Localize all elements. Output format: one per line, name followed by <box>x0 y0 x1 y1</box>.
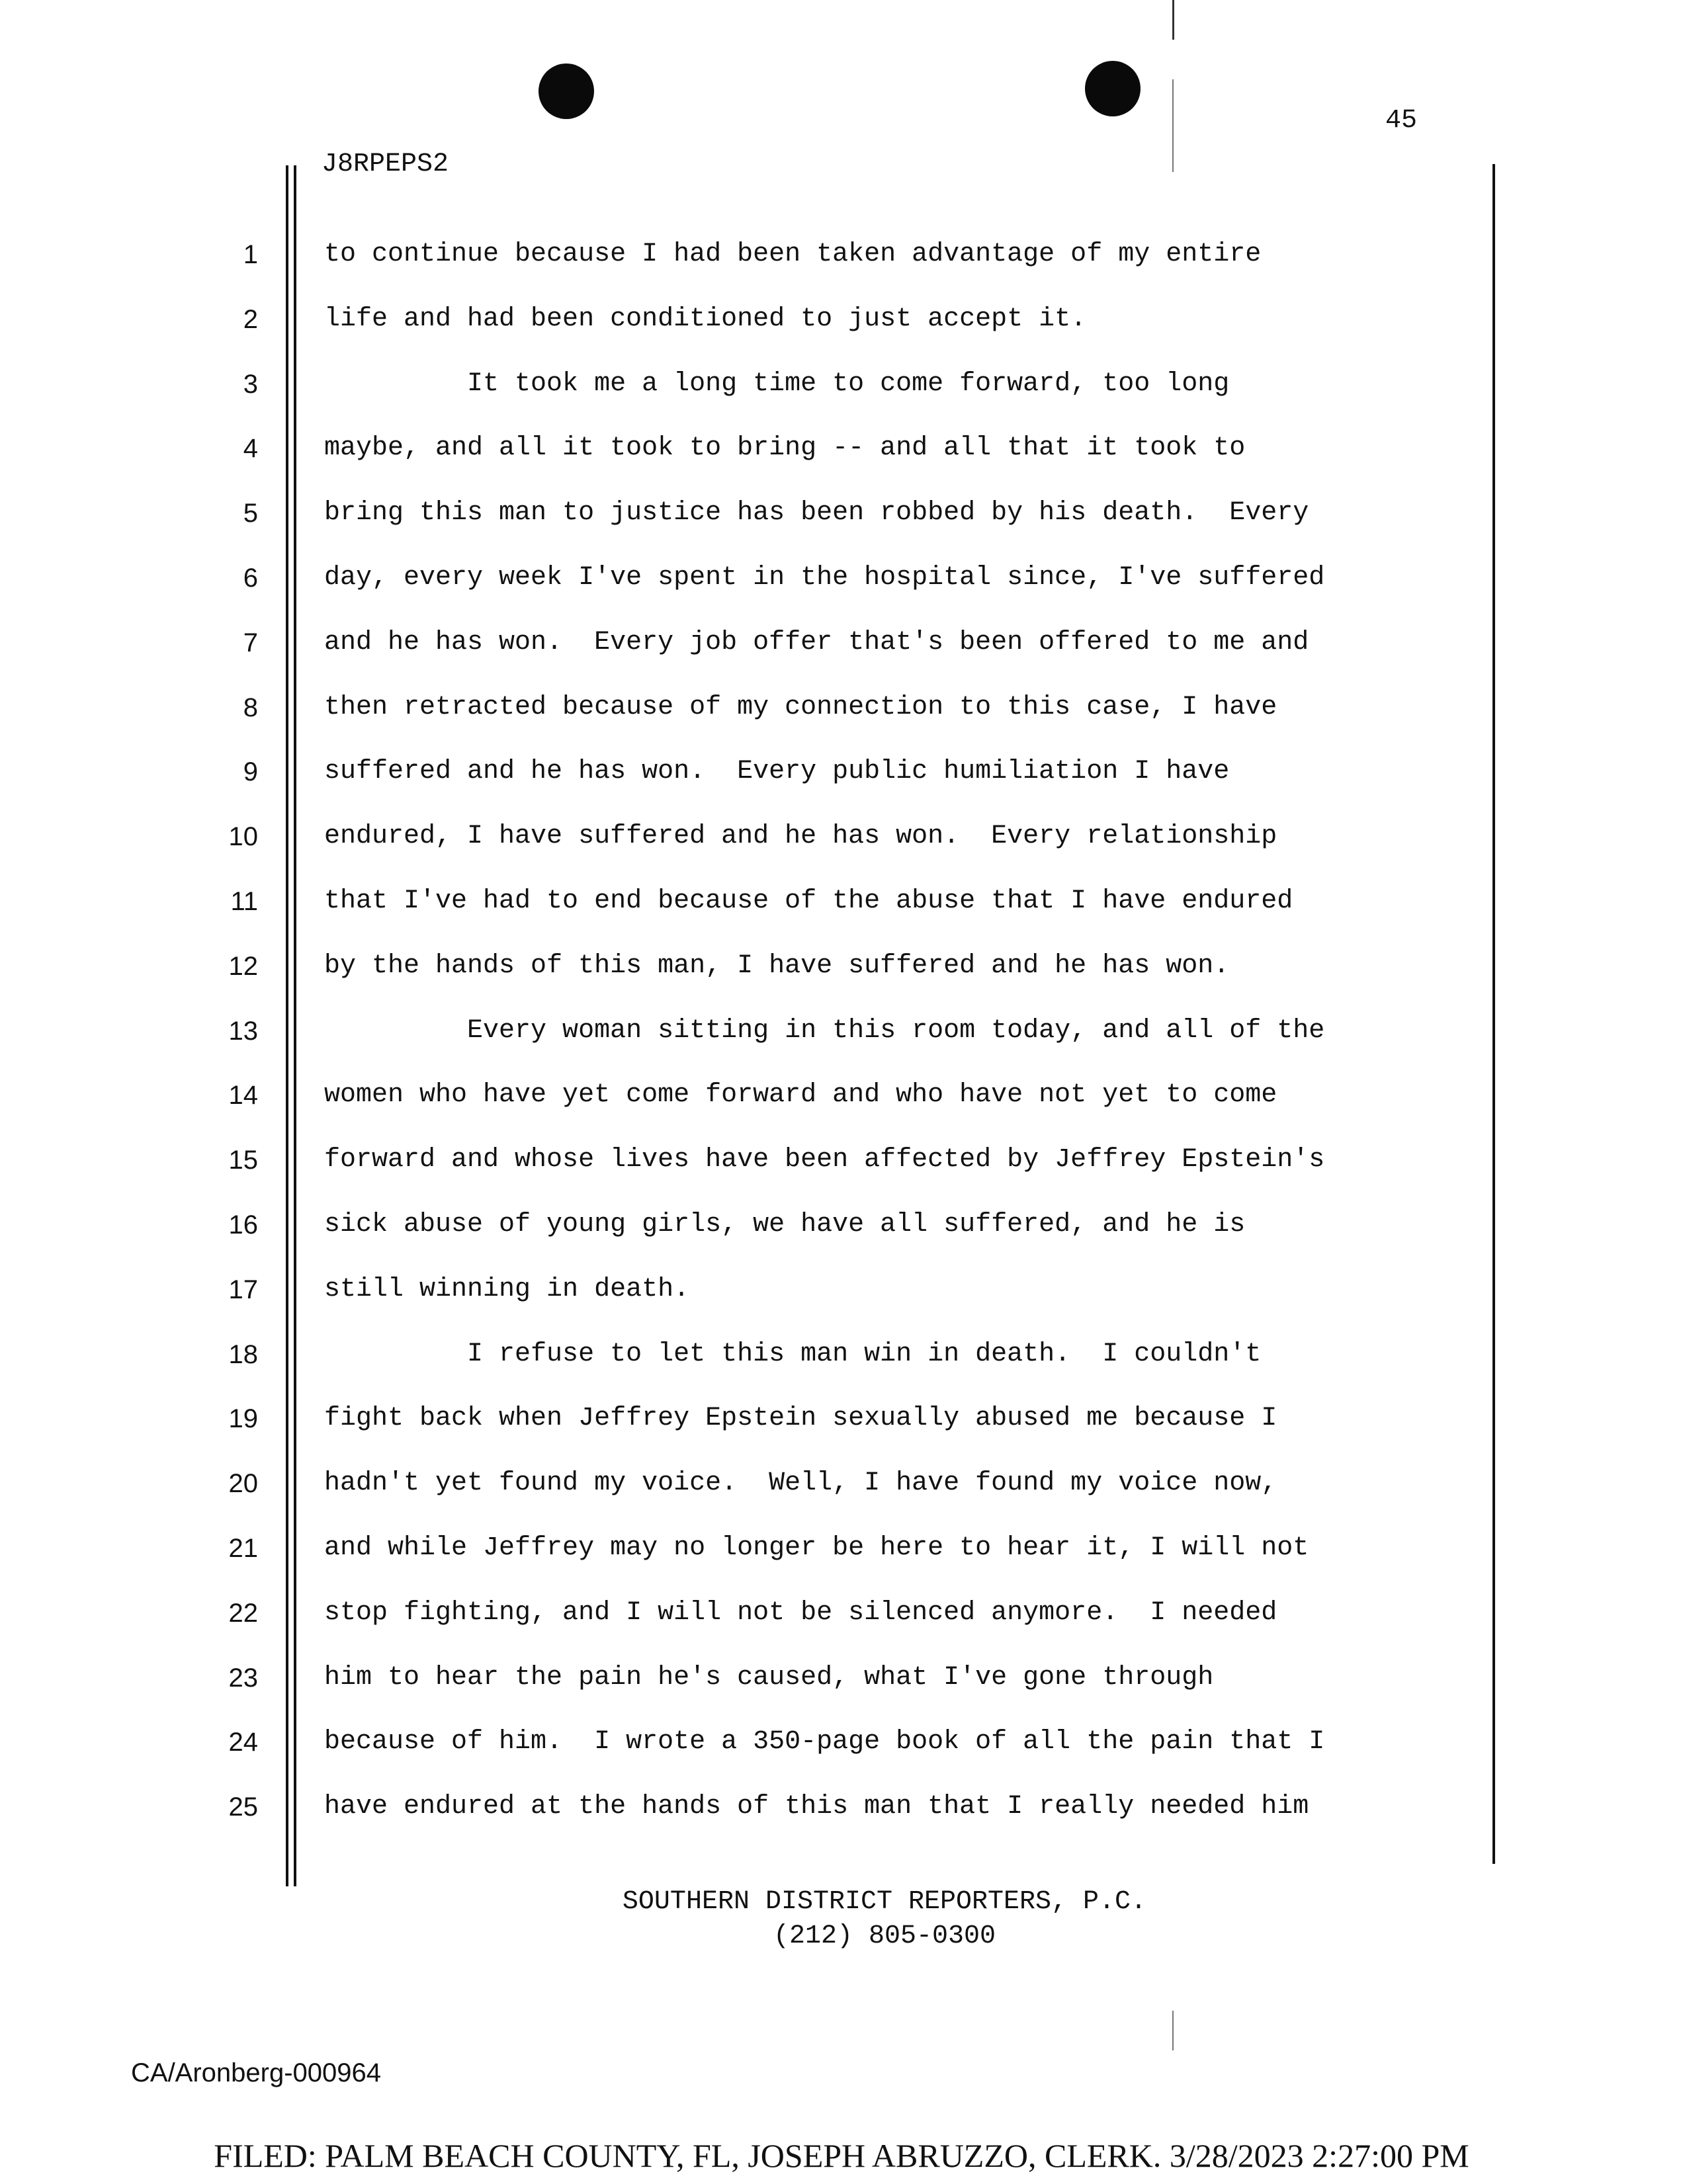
line-number: 19 <box>228 1404 258 1434</box>
line-number: 12 <box>228 951 258 981</box>
transcript-line: him to hear the pain he's caused, what I've gone through <box>324 1662 1214 1693</box>
transcript-body <box>324 237 1489 1854</box>
transcript-line: forward and whose lives have been affected by Jeffrey Epstein's <box>324 1145 1325 1175</box>
page-number: 45 <box>1385 106 1418 136</box>
line-number: 14 <box>228 1081 258 1111</box>
transcript-line: suffered and he has won. Every public humiliation I have <box>324 757 1230 787</box>
transcript-line: by the hands of this man, I have suffered and he has won. <box>324 950 1230 981</box>
transcript-line: maybe, and all it took to bring -- and all that it took to <box>324 433 1246 464</box>
punch-hole-left <box>539 63 594 119</box>
line-number: 2 <box>243 304 258 334</box>
transcript-line: hadn't yet found my voice. Well, I have found my voice now, <box>324 1468 1277 1499</box>
transcript-line: It took me a long time to come forward, too long <box>324 368 1230 399</box>
left-margin-rule-outer <box>286 165 288 1886</box>
line-number: 5 <box>243 499 258 528</box>
line-number: 17 <box>228 1275 258 1304</box>
line-number: 7 <box>243 628 258 657</box>
right-margin-rule <box>1492 164 1495 1864</box>
transcript-line: day, every week I've spent in the hospital since, I've suffered <box>324 562 1325 593</box>
reporter-footer <box>0 1885 1683 1954</box>
transcript-line: women who have yet come forward and who have not yet to come <box>324 1080 1277 1111</box>
line-number: 25 <box>228 1792 258 1822</box>
transcript-line: that I've had to end because of the abuse that I have endured <box>324 886 1293 916</box>
transcript-line: because of him. I wrote a 350-page book of all the pain that I <box>324 1727 1325 1757</box>
line-number: 16 <box>228 1210 258 1239</box>
filed-stamp: FILED: PALM BEACH COUNTY, FL, JOSEPH ABRUZZO, CLERK. 3/28/2023 2:27:00 PM <box>214 2137 1469 2174</box>
line-number: 23 <box>228 1663 258 1693</box>
left-margin-rule-inner <box>294 165 296 1886</box>
transcript-line: and he has won. Every job offer that's been offered to me and <box>324 627 1309 657</box>
scan-mark-upper <box>1172 79 1174 172</box>
transcript-line: stop fighting, and I will not be silenced anymore. I needed <box>324 1597 1277 1628</box>
transcript-line: and while Jeffrey may no longer be here to hear it, I will not <box>324 1533 1309 1563</box>
line-number: 11 <box>230 886 258 916</box>
line-number: 3 <box>243 369 258 399</box>
transcript-line: have endured at the hands of this man that I really needed him <box>324 1792 1309 1822</box>
transcript-line: fight back when Jeffrey Epstein sexually abused me because I <box>324 1404 1277 1434</box>
line-number: 13 <box>228 1016 258 1046</box>
line-number: 18 <box>228 1339 258 1369</box>
reporter-name: SOUTHERN DISTRICT REPORTERS, P.C. <box>622 1887 1147 1917</box>
line-number: 20 <box>228 1469 258 1499</box>
punch-hole-right <box>1085 61 1141 116</box>
transcript-line: Every woman sitting in this room today, and all of the <box>324 1015 1325 1046</box>
line-number: 21 <box>228 1533 258 1563</box>
transcript-line: to continue because I had been taken advantage of my entire <box>324 239 1262 269</box>
line-number: 9 <box>243 757 258 787</box>
transcript-line: I refuse to let this man win in death. I couldn't <box>324 1339 1262 1369</box>
reporter-phone: (212) 805-0300 <box>773 1921 996 1951</box>
transcript-line: still winning in death. <box>324 1274 690 1304</box>
scan-mark-top <box>1172 0 1174 40</box>
transcript-line: bring this man to justice has been robbed by his death. Every <box>324 498 1309 528</box>
line-number-column <box>198 237 258 1854</box>
header-code: J8RPEPS2 <box>322 149 449 179</box>
line-number: 4 <box>243 434 258 464</box>
transcript-line: then retracted because of my connection to this case, I have <box>324 692 1277 722</box>
line-number: 8 <box>243 693 258 722</box>
line-number: 10 <box>228 822 258 852</box>
line-number: 1 <box>243 240 258 269</box>
line-number: 22 <box>228 1598 258 1628</box>
transcript-line: life and had been conditioned to just accept it. <box>324 304 1087 334</box>
scan-mark-lower <box>1172 2011 1174 2050</box>
line-number: 6 <box>243 563 258 593</box>
transcript-line: sick abuse of young girls, we have all suffered, and he is <box>324 1209 1246 1239</box>
bates-number: CA/Aronberg-000964 <box>131 2058 382 2087</box>
transcript-line: endured, I have suffered and he has won. Every relationship <box>324 821 1277 852</box>
line-number: 15 <box>228 1146 258 1175</box>
line-number: 24 <box>228 1728 258 1757</box>
